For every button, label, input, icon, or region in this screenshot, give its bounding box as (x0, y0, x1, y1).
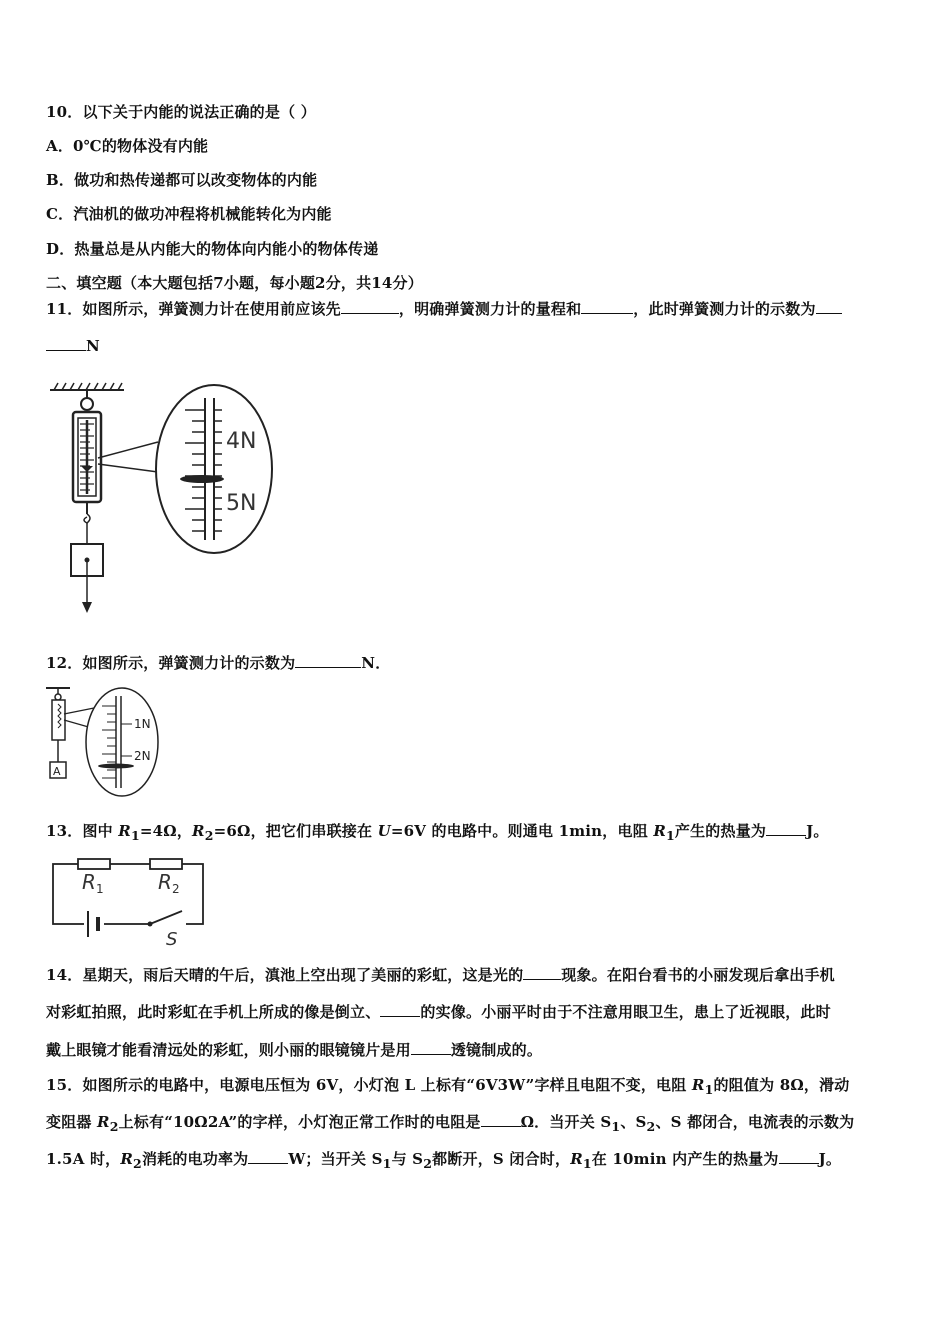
q15-r1b: R (570, 1150, 583, 1168)
q12-blank[interactable] (295, 653, 361, 668)
q13-r1: R (118, 822, 131, 840)
q10-option-b: B．做功和热传递都可以改变物体的内能 (46, 171, 318, 189)
q14-l3b: 透镜制成的。 (450, 1041, 543, 1059)
q13-t5: 产生的热量为 (674, 822, 767, 840)
q13-label-r2-sub: 2 (172, 882, 180, 896)
q13-label-r1: R (82, 870, 96, 894)
q15-r1: R (691, 1076, 705, 1094)
q15-r1-sub: 1 (704, 1082, 714, 1097)
q15-r2: R (97, 1113, 110, 1131)
q13-t4: =6V 的电路中。则通电 1min，电阻 (390, 822, 654, 840)
q15-s2-sub: 2 (646, 1119, 656, 1134)
q11-part3: ，此时弹簧测力计的示数为 (633, 300, 816, 318)
q15-line-3 (46, 1148, 841, 1171)
q15-line-1 (46, 1074, 849, 1097)
q15-l3c: W；当开关 S (288, 1150, 383, 1168)
q13-label-r1-sub: 1 (96, 882, 104, 896)
q15-unit: J。 (818, 1150, 842, 1168)
q15-r2b-sub: 2 (133, 1156, 142, 1171)
q14-l3a: 戴上眼镜才能看清远处的彩虹，则小丽的眼镜镜片是用 (46, 1041, 411, 1059)
q13-t3: =6Ω，把它们串联接在 (213, 822, 378, 840)
q11-part1: 11．如图所示，弹簧测力计在使用前应该先 (46, 300, 341, 318)
q12-unit: N． (361, 654, 391, 672)
q11-unit: N (86, 337, 100, 355)
q15-r2b: R (120, 1150, 134, 1168)
q14-line-1 (46, 964, 835, 985)
q15-s2b-sub: 2 (423, 1156, 433, 1171)
q15-l2e: 、S 都闭合，电流表的示数为 (655, 1113, 855, 1131)
q15-l1b: 的阻值为 8Ω，滑动 (713, 1076, 850, 1094)
q15-l3e: 都断开，S 闭合时， (432, 1150, 571, 1168)
q11-blank-3b[interactable] (46, 336, 86, 351)
q13-r3: R (653, 822, 666, 840)
q11-blank-1[interactable] (341, 299, 399, 314)
q14-blank-1[interactable] (523, 965, 561, 980)
q15-r2-sub: 2 (109, 1119, 119, 1134)
q15-l2b: 上标有“10Ω2A”的字样，小灯泡正常工作时的电阻是 (118, 1113, 481, 1131)
q14-blank-3[interactable] (411, 1040, 451, 1055)
q13-figure-circuit (50, 855, 210, 950)
q15-l2a: 变阻器 (46, 1113, 98, 1131)
q14-l1a: 14．星期天，雨后天晴的午后，滇池上空出现了美丽的彩虹，这是光的 (46, 966, 524, 984)
q13-u: U (377, 822, 391, 840)
q14-line-3 (46, 1039, 542, 1060)
q13-unit: J。 (806, 822, 829, 840)
q13-blank[interactable] (766, 821, 806, 836)
q14-l2b: 的实像。小丽平时由于不注意用眼卫生，患上了近视眼，此时 (420, 1003, 831, 1021)
q15-l3a: 1.5A 时， (46, 1150, 121, 1168)
section-heading: 二、填空题（本大题包括7小题，每小题2分，共14分） (46, 274, 423, 292)
q14-blank-2[interactable] (380, 1002, 420, 1017)
q11-text-cont (46, 336, 100, 355)
q10-stem: 10．以下关于内能的说法正确的是（ ） (46, 103, 316, 121)
q13-t2: =4Ω， (139, 822, 193, 840)
q12-text (46, 652, 390, 673)
q15-line-2 (46, 1111, 854, 1134)
q12-scale-label-1n: 1N (134, 717, 151, 731)
q12-box-label: A (53, 765, 61, 778)
q15-l3b: 消耗的电功率为 (141, 1150, 249, 1168)
q15-s1b-sub: 1 (382, 1156, 392, 1171)
q11-scale-label-5n: 5N (226, 491, 257, 516)
q14-l2a: 对彩虹拍照，此时彩虹在手机上所成的像是倒立、 (46, 1003, 381, 1021)
q12-part1: 12．如图所示，弹簧测力计的示数为 (46, 654, 296, 672)
q15-l3d: 与 S (391, 1150, 424, 1168)
q11-text (46, 298, 842, 319)
q15-l2c: Ω．当开关 S (520, 1113, 612, 1131)
q13-t1: 13．图中 (46, 822, 119, 840)
q14-l1b: 现象。在阳台看书的小丽发现后拿出手机 (561, 966, 835, 984)
q10-option-c: C．汽油机的做功冲程将机械能转化为内能 (46, 205, 332, 223)
q15-blank-1[interactable] (481, 1112, 521, 1127)
q13-text (46, 820, 829, 843)
q10-option-d: D．热量总是从内能大的物体向内能小的物体传递 (46, 240, 379, 258)
q11-part2: ，明确弹簧测力计的量程和 (398, 300, 582, 318)
q11-figure-spring-scale (40, 380, 280, 620)
q12-scale-label-2n: 2N (134, 749, 151, 763)
q11-blank-2[interactable] (581, 299, 633, 314)
q13-r3-sub: 1 (666, 828, 675, 843)
q13-r1-sub: 1 (130, 828, 140, 843)
q14-line-2 (46, 1001, 831, 1022)
q13-r2-sub: 2 (204, 828, 214, 843)
q13-label-s: S (166, 929, 178, 950)
q11-scale-label-4n: 4N (226, 429, 257, 454)
q15-blank-2[interactable] (248, 1149, 288, 1164)
q15-l2d: 、S (620, 1113, 647, 1131)
q15-r1b-sub: 1 (582, 1156, 592, 1171)
q13-label-r2: R (158, 870, 172, 894)
q13-r2: R (192, 822, 205, 840)
q15-s1-sub: 1 (611, 1119, 621, 1134)
q15-l1a: 15．如图所示的电路中，电源电压恒为 6V，小灯泡 L 上标有“6V3W”字样且电阻不变，电阻 (46, 1076, 692, 1094)
q11-blank-3a[interactable] (816, 299, 842, 314)
q15-l3f: 在 10min 内产生的热量为 (591, 1150, 779, 1168)
q10-option-a: A．0℃的物体没有内能 (46, 137, 209, 155)
q15-blank-3[interactable] (779, 1149, 819, 1164)
q12-figure-spring-scale (44, 684, 174, 804)
